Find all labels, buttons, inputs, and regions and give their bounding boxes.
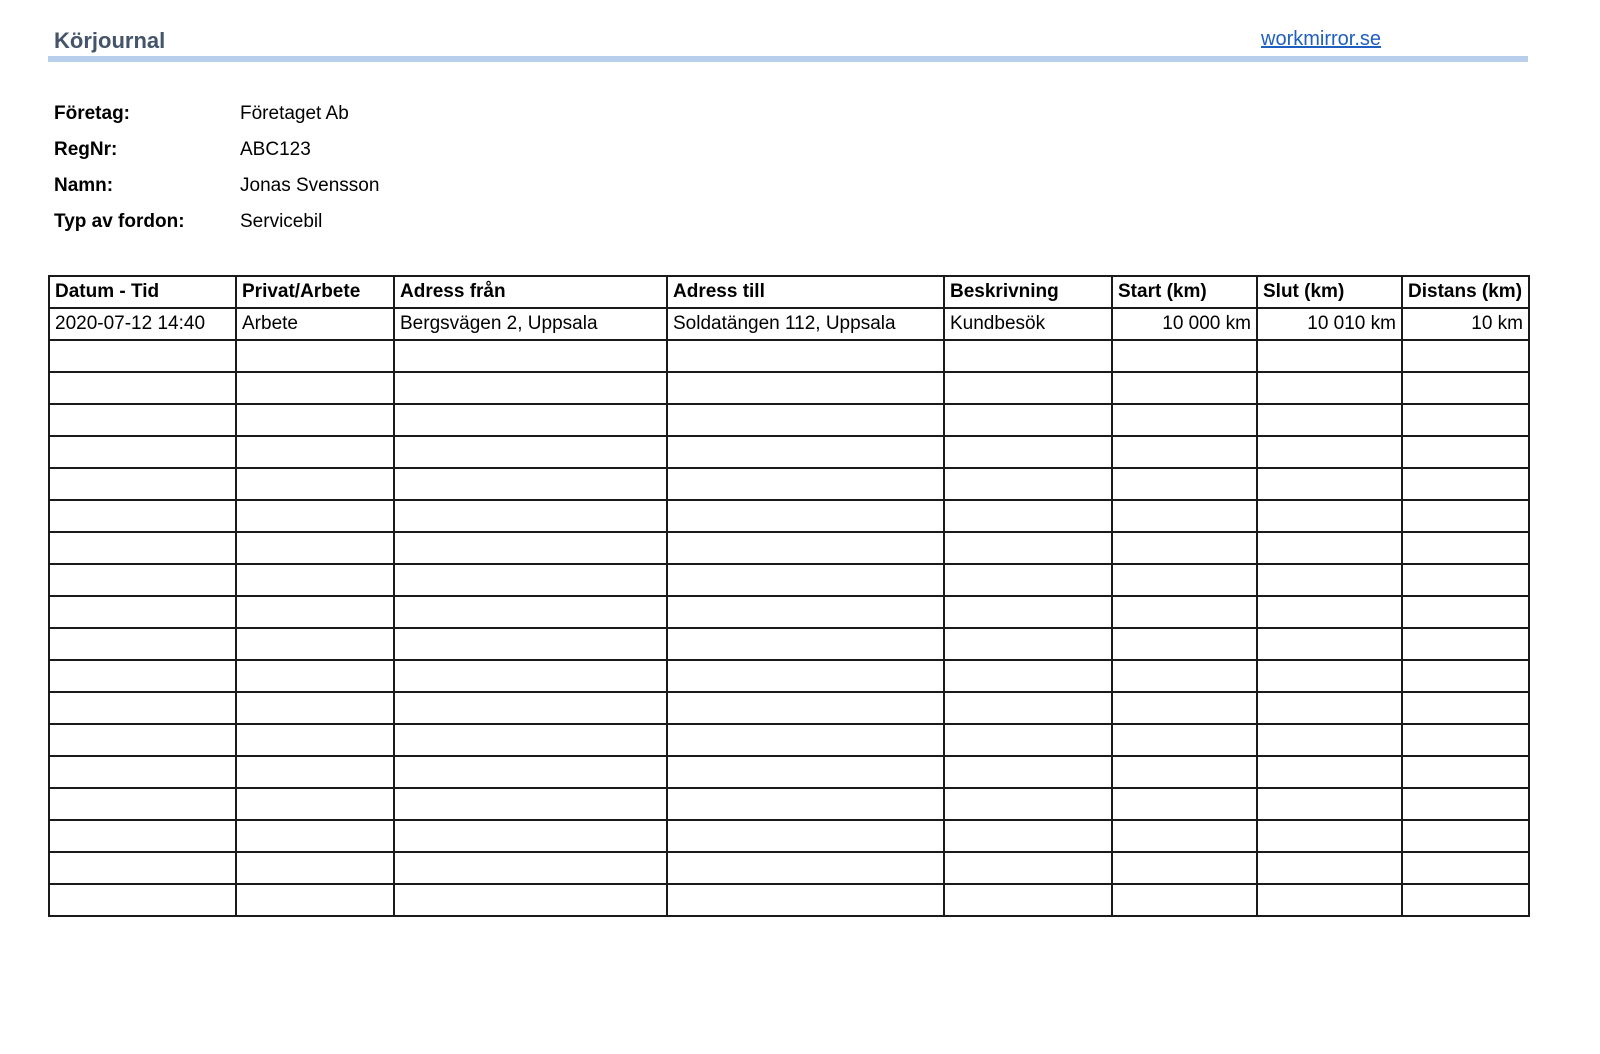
table-cell[interactable]	[1112, 724, 1257, 756]
table-cell[interactable]: Kundbesök	[944, 308, 1112, 340]
table-cell[interactable]	[1402, 852, 1529, 884]
table-cell[interactable]	[236, 564, 394, 596]
table-cell[interactable]	[1257, 340, 1402, 372]
table-cell[interactable]	[944, 660, 1112, 692]
table-cell[interactable]	[394, 500, 667, 532]
driving-log-table	[48, 275, 1530, 917]
table-cell[interactable]	[394, 852, 667, 884]
name-value: Jonas Svensson	[240, 175, 380, 196]
table-cell[interactable]	[236, 660, 394, 692]
table-row	[49, 788, 1529, 820]
table-cell[interactable]	[944, 596, 1112, 628]
table-cell[interactable]	[944, 500, 1112, 532]
column-header: Slut (km)	[1257, 276, 1402, 308]
info-row-vehicle-type	[54, 204, 379, 240]
table-cell[interactable]	[944, 820, 1112, 852]
table-row	[49, 820, 1529, 852]
table-cell[interactable]	[49, 788, 236, 820]
table-cell[interactable]	[236, 820, 394, 852]
table-cell[interactable]	[1257, 724, 1402, 756]
table-cell[interactable]	[1112, 596, 1257, 628]
table-cell[interactable]	[1257, 372, 1402, 404]
table-cell[interactable]	[944, 564, 1112, 596]
table-row	[49, 756, 1529, 788]
table-cell[interactable]: 10 000 km	[1112, 308, 1257, 340]
table-cell[interactable]	[394, 628, 667, 660]
table-row	[49, 500, 1529, 532]
table-cell[interactable]	[944, 532, 1112, 564]
table-cell[interactable]	[394, 372, 667, 404]
table-row	[49, 468, 1529, 500]
table-cell[interactable]	[667, 372, 944, 404]
company-value: Företaget Ab	[240, 103, 349, 124]
table-cell[interactable]	[667, 820, 944, 852]
table-cell[interactable]	[667, 756, 944, 788]
table-cell[interactable]	[667, 468, 944, 500]
table-cell[interactable]	[1402, 788, 1529, 820]
document-title: Körjournal	[54, 28, 166, 53]
info-row-regnr	[54, 132, 379, 168]
table-body	[49, 308, 1529, 916]
table-cell[interactable]	[49, 692, 236, 724]
table-cell[interactable]	[394, 468, 667, 500]
table-cell[interactable]	[1112, 820, 1257, 852]
table-cell[interactable]	[1257, 468, 1402, 500]
table-cell[interactable]	[236, 532, 394, 564]
table-cell[interactable]	[49, 532, 236, 564]
table-cell[interactable]	[1112, 436, 1257, 468]
vehicle-info	[54, 96, 379, 240]
table-cell[interactable]	[1402, 372, 1529, 404]
table-cell[interactable]	[394, 340, 667, 372]
table-cell[interactable]	[1257, 788, 1402, 820]
table-cell[interactable]	[394, 564, 667, 596]
table-row	[49, 596, 1529, 628]
table-cell[interactable]	[1257, 692, 1402, 724]
table-cell[interactable]	[944, 372, 1112, 404]
table-cell[interactable]	[667, 564, 944, 596]
name-label: Namn:	[54, 175, 114, 196]
table-cell[interactable]	[667, 436, 944, 468]
table-row	[49, 532, 1529, 564]
table-cell[interactable]: Bergsvägen 2, Uppsala	[394, 308, 667, 340]
table-cell[interactable]	[394, 436, 667, 468]
table-cell[interactable]	[667, 532, 944, 564]
table-row	[49, 372, 1529, 404]
table-cell[interactable]: 10 km	[1402, 308, 1529, 340]
table-row	[49, 660, 1529, 692]
table-cell[interactable]	[49, 852, 236, 884]
table-cell[interactable]	[667, 884, 944, 916]
table-cell[interactable]	[49, 500, 236, 532]
table-cell[interactable]	[1112, 372, 1257, 404]
table-cell[interactable]	[1112, 852, 1257, 884]
table-cell[interactable]	[394, 532, 667, 564]
table-cell[interactable]	[944, 788, 1112, 820]
table-cell[interactable]	[236, 436, 394, 468]
table-cell[interactable]	[1112, 692, 1257, 724]
table-cell[interactable]	[1402, 532, 1529, 564]
table-cell[interactable]	[1257, 532, 1402, 564]
table-cell[interactable]	[667, 500, 944, 532]
table-cell[interactable]	[49, 820, 236, 852]
regnr-value: ABC123	[240, 139, 311, 160]
table-cell[interactable]	[1402, 436, 1529, 468]
table-cell[interactable]	[1402, 628, 1529, 660]
table-cell[interactable]	[944, 340, 1112, 372]
table-cell[interactable]	[667, 788, 944, 820]
table-cell[interactable]: Arbete	[236, 308, 394, 340]
table-cell[interactable]	[667, 724, 944, 756]
table-cell[interactable]	[49, 436, 236, 468]
table-cell[interactable]	[236, 756, 394, 788]
table-cell[interactable]	[1112, 404, 1257, 436]
column-header: Privat/Arbete	[236, 276, 394, 308]
info-row-name	[54, 168, 379, 204]
table-cell[interactable]	[944, 436, 1112, 468]
table-cell[interactable]	[1257, 564, 1402, 596]
table-row	[49, 628, 1529, 660]
table-cell[interactable]	[394, 404, 667, 436]
table-cell[interactable]	[49, 884, 236, 916]
table-cell[interactable]	[667, 596, 944, 628]
table-cell[interactable]	[944, 884, 1112, 916]
table-cell[interactable]	[1257, 436, 1402, 468]
table-cell[interactable]	[49, 756, 236, 788]
table-cell[interactable]	[667, 692, 944, 724]
table-cell[interactable]: Soldatängen 112, Uppsala	[667, 308, 944, 340]
table-cell[interactable]	[1257, 500, 1402, 532]
table-cell[interactable]	[1112, 756, 1257, 788]
table-cell[interactable]	[1257, 756, 1402, 788]
vehicle-type-value: Servicebil	[240, 211, 323, 232]
table-cell[interactable]	[394, 788, 667, 820]
table-cell[interactable]	[394, 884, 667, 916]
table-cell[interactable]	[1257, 628, 1402, 660]
column-header: Distans (km)	[1402, 276, 1529, 308]
table-cell[interactable]	[944, 724, 1112, 756]
table-row	[49, 724, 1529, 756]
table-cell[interactable]	[49, 628, 236, 660]
table-cell[interactable]	[49, 468, 236, 500]
table-cell[interactable]	[49, 404, 236, 436]
table-cell[interactable]	[236, 852, 394, 884]
table-header-row	[49, 276, 1529, 308]
table-cell[interactable]	[49, 564, 236, 596]
table-cell[interactable]	[1402, 724, 1529, 756]
table-row	[49, 436, 1529, 468]
table-cell[interactable]	[1402, 756, 1529, 788]
table-cell[interactable]	[944, 468, 1112, 500]
document-header	[48, 26, 1528, 62]
table-cell[interactable]	[667, 404, 944, 436]
vehicle-type-label: Typ av fordon:	[54, 211, 185, 232]
table-cell[interactable]	[1112, 468, 1257, 500]
column-header: Start (km)	[1112, 276, 1257, 308]
table-cell[interactable]	[1402, 468, 1529, 500]
column-header: Datum - Tid	[49, 276, 236, 308]
table-cell[interactable]	[1402, 564, 1529, 596]
table-cell[interactable]	[1257, 660, 1402, 692]
table-cell[interactable]	[236, 884, 394, 916]
table-cell[interactable]	[236, 468, 394, 500]
table-cell[interactable]	[1112, 660, 1257, 692]
table-row	[49, 308, 1529, 340]
table-cell[interactable]	[667, 852, 944, 884]
table-cell[interactable]	[394, 724, 667, 756]
table-cell[interactable]	[236, 404, 394, 436]
info-row-company	[54, 96, 379, 132]
table-cell[interactable]	[1112, 500, 1257, 532]
regnr-label: RegNr:	[54, 139, 118, 160]
table-cell[interactable]	[1257, 852, 1402, 884]
table-cell[interactable]	[944, 628, 1112, 660]
table-cell[interactable]	[944, 756, 1112, 788]
table-cell[interactable]	[236, 500, 394, 532]
table-cell[interactable]	[1112, 628, 1257, 660]
table-cell[interactable]	[1112, 788, 1257, 820]
table-cell[interactable]	[236, 724, 394, 756]
table-cell[interactable]	[236, 628, 394, 660]
column-header: Adress till	[667, 276, 944, 308]
table-cell[interactable]	[667, 660, 944, 692]
workmirror-link[interactable]: workmirror.se	[1261, 28, 1382, 50]
table-row	[49, 692, 1529, 724]
table-cell[interactable]	[1112, 532, 1257, 564]
table-cell[interactable]	[1112, 564, 1257, 596]
table-cell[interactable]	[1112, 884, 1257, 916]
table-cell[interactable]	[49, 724, 236, 756]
table-cell[interactable]	[944, 692, 1112, 724]
table-cell[interactable]	[667, 340, 944, 372]
column-header: Beskrivning	[944, 276, 1112, 308]
table-row	[49, 564, 1529, 596]
table-cell[interactable]	[1402, 692, 1529, 724]
table-cell[interactable]	[1402, 340, 1529, 372]
table-cell[interactable]	[236, 692, 394, 724]
company-label: Företag:	[54, 103, 130, 124]
table-row	[49, 884, 1529, 916]
table-cell[interactable]	[1257, 404, 1402, 436]
table-cell[interactable]	[667, 628, 944, 660]
table-cell[interactable]	[1402, 884, 1529, 916]
table-cell[interactable]	[236, 596, 394, 628]
table-cell[interactable]	[49, 596, 236, 628]
table-row	[49, 340, 1529, 372]
table-cell[interactable]	[49, 340, 236, 372]
table-cell[interactable]: 2020-07-12 14:40	[49, 308, 236, 340]
table-cell[interactable]	[236, 372, 394, 404]
table-cell[interactable]	[944, 852, 1112, 884]
table-cell[interactable]	[1112, 340, 1257, 372]
table-cell[interactable]	[49, 660, 236, 692]
table-cell[interactable]	[1402, 404, 1529, 436]
table-cell[interactable]	[394, 692, 667, 724]
table-cell[interactable]	[1257, 884, 1402, 916]
table-cell[interactable]	[1402, 596, 1529, 628]
table-cell[interactable]	[1402, 820, 1529, 852]
table-row	[49, 404, 1529, 436]
table-cell[interactable]	[394, 660, 667, 692]
table-cell[interactable]	[944, 404, 1112, 436]
table-cell[interactable]	[236, 788, 394, 820]
table-cell[interactable]	[394, 820, 667, 852]
table-cell[interactable]	[394, 756, 667, 788]
table-cell[interactable]	[1257, 596, 1402, 628]
table-cell[interactable]	[236, 340, 394, 372]
table-cell[interactable]: 10 010 km	[1257, 308, 1402, 340]
table-row	[49, 852, 1529, 884]
table-cell[interactable]	[1257, 820, 1402, 852]
column-header: Adress från	[394, 276, 667, 308]
table-cell[interactable]	[1402, 660, 1529, 692]
table-cell[interactable]	[1402, 500, 1529, 532]
table-cell[interactable]	[49, 372, 236, 404]
table-cell[interactable]	[394, 596, 667, 628]
